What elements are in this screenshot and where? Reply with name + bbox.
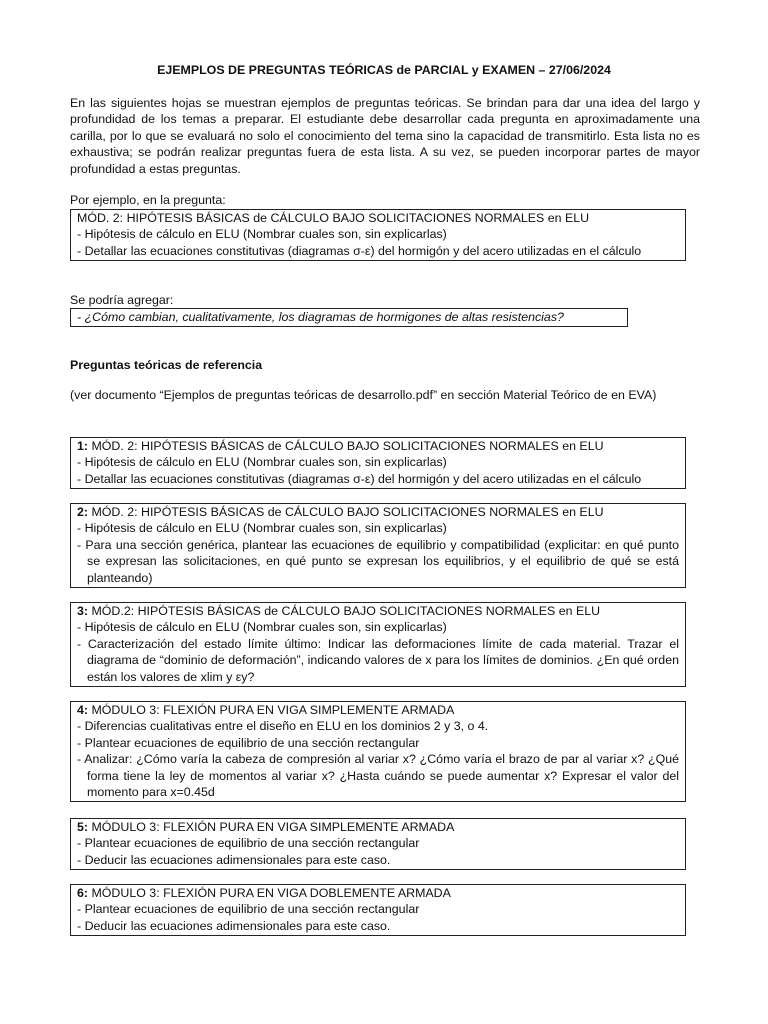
add-box-item: - ¿Cómo cambian, cualitativamente, los diagramas de hormigones de altas resistencias? [77, 310, 564, 324]
question-item: - Analizar: ¿Cómo varía la cabeza de compresión al variar x? ¿Cómo varía el brazo de par al variar x? ¿Qué forma tiene la ley de momentos al variar x? ¿Hasta cuándo se puede aumentar x? Expresar el valor del momento para x=0.45d [77, 752, 679, 800]
question-number: 1: [77, 439, 89, 453]
example-label: Por ejemplo, en la pregunta: [70, 193, 226, 207]
question-number: 6: [77, 886, 89, 900]
question-box-3 [70, 602, 686, 687]
section-title: Preguntas teóricas de referencia [70, 358, 263, 372]
question-box-5 [70, 818, 686, 870]
question-number: 5: [77, 820, 89, 834]
question-item: - Caracterización del estado límite último: Indicar las deformaciones límite de cada material. Trazar el diagrama de “dominio de deformación”, indicando valores de x para los límites de dominios. ¿En qué orden están los valores de xlim y εy? [77, 636, 679, 684]
question-item: - Plantear ecuaciones de equilibrio de una sección rectangular [77, 902, 420, 917]
question-box-4 [70, 701, 686, 802]
question-item: - Detallar las ecuaciones constitutivas (diagramas σ-ε) del hormigón y del acero utilizadas en el cálculo [77, 471, 642, 486]
question-header: MÓD. 2: HIPÓTESIS BÁSICAS de CÁLCULO BAJO SOLICITACIONES NORMALES en ELU [88, 439, 604, 453]
example-box-header: MÓD. 2: HIPÓTESIS BÁSICAS de CÁLCULO BAJO SOLICITACIONES NORMALES en ELU [77, 211, 590, 225]
question-header: MÓDULO 3: FLEXIÓN PURA EN VIGA SIMPLEMENTE ARMADA [88, 820, 455, 834]
intro-paragraph: En las siguientes hojas se muestran ejemplos de preguntas teóricas. Se brindan para dar una idea del largo y profundidad de los temas a preparar. El estudiante debe desarrollar cada pregunta en aproximadamente una carilla, por lo que se evaluará no solo el conocimiento del tema sino la capacidad de transmitirlo. Esta lista no es exhaustiva; se podrán realizar preguntas fuera de esta lista. A su vez, se pueden incorporar partes de mayor profundidad a estas preguntas. [70, 96, 700, 176]
example-box-item: - Detallar las ecuaciones constitutivas (diagramas σ-ε) del hormigón y del acero utilizadas en el cálculo [77, 243, 642, 258]
question-box-6 [70, 884, 686, 936]
question-item: - Deducir las ecuaciones adimensionales para este caso. [77, 852, 391, 867]
question-item: - Hipótesis de cálculo en ELU (Nombrar cuales son, sin explicarlas) [77, 521, 447, 536]
question-header: MÓD.2: HIPÓTESIS BÁSICAS de CÁLCULO BAJO SOLICITACIONES NORMALES en ELU [88, 604, 601, 618]
question-number: 3: [77, 604, 89, 618]
document-title: EJEMPLOS DE PREGUNTAS TEÓRICAS de PARCIAL y EXAMEN – 27/06/2024 [157, 63, 611, 77]
section-note: (ver documento “Ejemplos de preguntas teóricas de desarrollo.pdf” en sección Material Teórico de en EVA) [70, 388, 657, 402]
question-item: - Hipótesis de cálculo en ELU (Nombrar cuales son, sin explicarlas) [77, 455, 447, 470]
question-item: - Hipótesis de cálculo en ELU (Nombrar cuales son, sin explicarlas) [77, 620, 447, 635]
question-item: - Deducir las ecuaciones adimensionales para este caso. [77, 918, 391, 933]
question-number: 2: [77, 505, 89, 519]
question-header: MÓDULO 3: FLEXIÓN PURA EN VIGA SIMPLEMENTE ARMADA [88, 703, 455, 717]
question-item: - Para una sección genérica, plantear las ecuaciones de equilibrio y compatibilidad (explicitar: en qué punto se expresan las solicitaciones, en qué punto se expresan los equilibrios, y el equilibrio de qué se está planteando) [77, 537, 679, 585]
question-box-1 [70, 437, 686, 489]
example-box [70, 209, 686, 261]
question-item: - Plantear ecuaciones de equilibrio de una sección rectangular [77, 836, 420, 851]
question-header: MÓD. 2: HIPÓTESIS BÁSICAS de CÁLCULO BAJO SOLICITACIONES NORMALES en ELU [88, 505, 604, 519]
question-item: - Diferencias cualitativas entre el diseño en ELU en los dominios 2 y 3, o 4. [77, 719, 489, 734]
add-label: Se podría agregar: [70, 293, 174, 307]
example-box-item: - Hipótesis de cálculo en ELU (Nombrar cuales son, sin explicarlas) [77, 227, 447, 242]
question-number: 4: [77, 703, 89, 717]
add-box [70, 308, 628, 327]
question-item: - Plantear ecuaciones de equilibrio de una sección rectangular [77, 735, 420, 750]
question-header: MÓDULO 3: FLEXIÓN PURA EN VIGA DOBLEMENTE ARMADA [88, 886, 451, 900]
question-box-2 [70, 503, 686, 588]
